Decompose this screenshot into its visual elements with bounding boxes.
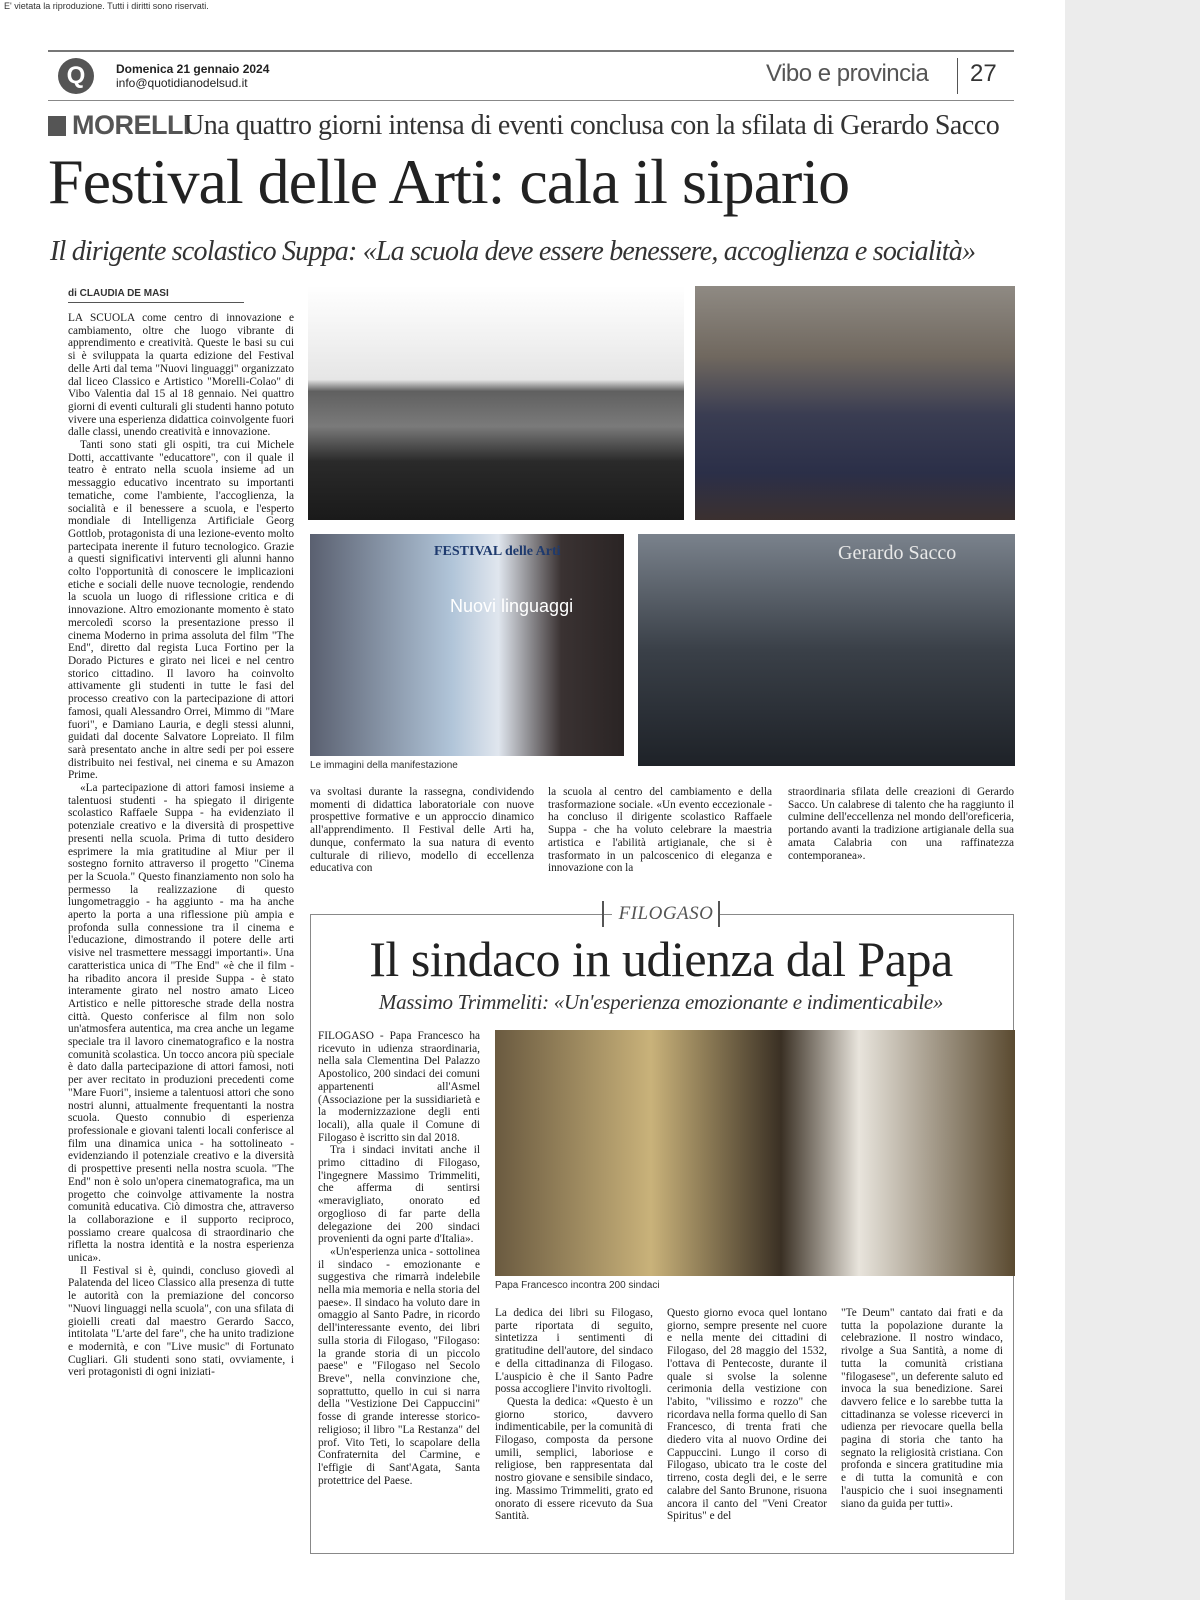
paragraph: «La partecipazione di attori famosi insieme a talentuosi studenti - ha spiegato il dirigente scolastico Raffaele Suppa - ha evidenziato il potenziale creativo e la diversità di prospettive presenti nella scuola. Prima di tutto desidero esprimere la mia gratitudine al Miur per il sostegno fornito attraverso il progetto "Cinema per la Scuola." Questo finanziamento non solo ha permesso la realizzazione di questo lungometraggio - ha aggiunto - ma ha anche aperto la porta a una riflessione più ampia e profonda sulla connessione tra il cinema e l'educazione, dimostrando il potere delle arti visive nel trasmettere messaggi importanti». Una caratteristica unica di "The End" «è che il film - ha ribadito ancora il preside Suppa - è stato interamente girato nel nostro amato Liceo Artistico e nelle pittoresche strade della nostra città. Questo conferisce al film non solo un'atmosfera autentica, ma crea anche un legame speciale tra il lavoro cinematografico e la nostra comunità scolastica. Un tocco ancora più speciale è dato dalla partecipazione di attori famosi, noti per aver recitato in produzioni precedenti come "Mare Fuori", insieme a talentuosi attori che sono nostri alunni, attualmente frequentanti la nostra scuola. Questo connubio di esperienza professionale e giovani talenti locali conferisce al film una dinamica unica - ha sottolineato - evidenziando il potenziale creativo e la diversità di prospettive presenti nella nostra scuola. "The End" non è solo un'opera cinematografica, ma un progetto che coinvolge attivamente la nostra comunità educativa. Ciò dimostra che, attraverso la collaborazione e il supporto reciproco, possiamo creare qualcosa di straordinario che rifletta la nostra identità e la nostra esperienza unica».: [68, 782, 294, 1265]
festival-photo: [310, 534, 624, 756]
article2-column-4: [841, 1307, 1003, 1547]
copyright-notice: E' vietata la riproduzione. Tutti i diritti sono riservati.: [4, 1, 209, 11]
photo-caption: Papa Francesco incontra 200 sindaci: [495, 1280, 660, 1291]
article2-column-2: [495, 1307, 653, 1547]
stage-photo: [308, 286, 684, 520]
audience-photo: [695, 286, 1015, 520]
sacco-photo: [638, 534, 1015, 766]
article-headline: Festival delle Arti: cala il sipario: [48, 146, 850, 217]
header-bottom-rule: [48, 100, 1014, 101]
article-column-4: [788, 786, 1014, 882]
article2-town-label: FILOGASO: [612, 901, 720, 927]
nuovi-linguaggi-text: Nuovi linguaggi: [450, 596, 574, 616]
label-bar-left: [602, 901, 604, 927]
paragraph: "Te Deum" cantato dai frati e da tutta la popolazione durante la celebrazione. Il nostro windaco, rivolge a Sua Santità, a nome di tutta la comunità cristiana "filogasese", un deferente saluto ed invoca la sua benedizione. Sarei davvero felice e lo sarebbe tutta la cittadinanza se volesse riceverci in udienza per rievocare quella bella pagina di storia che tanto ha segnato la religiosità cristiana. Con profonda e sincera gratitudine mia e di tutta la comunità e con l'auspicio che i suoi insegnamenti siano da guida per tutti».: [841, 1307, 1003, 1510]
page-number: 27: [970, 60, 997, 87]
article-column-1: [68, 312, 294, 1558]
paragraph: Questo giorno evoca quel lontano giorno, sempre presente nel cuore e nella mente dei cittadini di Filogaso, del 28 maggio del 1532, l'ottava di Pentecoste, durante il quale si svolse la solenne cerimonia della vestizione con l'abito, "vilissimo e rozzo" che ricordava nella forma quello di San Francesco, di trenta frati che diedero vita al nuovo Ordine dei Cappuccini. Lungo il corso di Filogaso, ubicato tra le coste del tirreno, costa degli dei, e le serre calabre del Santo Brunone, risuona ancora il canto del "Veni Creator Spiritus" e del: [667, 1307, 827, 1523]
label-bar-right: [718, 901, 720, 927]
article2-headline: Il sindaco in udienza dal Papa: [369, 931, 953, 987]
festival-sign-text: FESTIVAL delle Arti: [434, 544, 561, 559]
section-name: Vibo e provincia: [766, 60, 929, 87]
byline-rule: [68, 302, 244, 303]
article-byline: di CLAUDIA DE MASI: [68, 288, 169, 299]
article-kicker: Una quattro giorni intensa di eventi conclusa con la sfilata di Gerardo Sacco: [184, 110, 1000, 141]
sacco-screen-text: Gerardo Sacco: [838, 542, 957, 564]
article2-column-1: [318, 1030, 480, 1542]
contact-email: info@quotidianodelsud.it: [116, 76, 248, 90]
paragraph: LA SCUOLA come centro di innovazione e cambiamento, oltre che luogo vibrante di apprendimento e creatività. Queste le basi su cui si è sviluppata la quarta edizione del Festival delle Arti dal tema "Nuovi linguaggi" organizzato dal liceo Classico e Artistico "Morelli-Colao" di Vibo Valentia dal 15 al 18 gennaio. Nei quattro giorni di eventi culturali gli studenti hanno potuto vivere una esperienza didattica coinvolgente fuori dalle classi, unendo creatività e innovazione.: [68, 312, 294, 439]
photo-caption: Le immagini della manifestazione: [310, 760, 458, 771]
article-town: MORELLI: [72, 110, 190, 140]
paragraph: Tra i sindaci invitati anche il primo cittadino di Filogaso, l'ingegnere Massimo Trimmeliti, che afferma di sentirsi «meravigliato, onorato ed orgoglioso di far parte della delegazione dei 200 sindaci provenienti da ogni parte d'Italia».: [318, 1144, 480, 1246]
page-margin: [1065, 0, 1200, 1600]
article2-column-3: [667, 1307, 827, 1547]
paragraph: FILOGASO - Papa Francesco ha ricevuto in udienza straordinaria, nella sala Clementina Del Palazzo Apostolico, 200 sindaci dei comuni appartenenti all'Asmel (Associazione per la sussidiarietà e la modernizzazione degli enti locali), alla quale il Comune di Filogaso è iscritto sin dal 2018.: [318, 1030, 480, 1144]
article2-subhead: Massimo Trimmeliti: «Un'esperienza emozionante e indimenticabile»: [378, 990, 944, 1014]
paragraph: straordinaria sfilata delle creazioni di Gerardo Sacco. Un calabrese di talento che ha raggiunto il culmine dell'eccellenza nel mondo dell'oreficeria, portando avanti la tradizione artigianale della sua amata Calabria con una raffinatezza contemporanea».: [788, 786, 1014, 862]
paragraph: Tanti sono stati gli ospiti, tra cui Michele Dotti, accattivante "educattore", con il quale il teatro è entrato nella scuola insieme ad un messaggio educativo incentrato su importanti tematiche, come l'ambiente, l'accoglienza, la socialità e il benessere a scuola, e l'esperto mondiale di Intelligenza Artificiale Georg Gottlob, protagonista di una lezione-evento molto partecipata inerente il futuro tecnologico. Grazie a questi significativi interventi gli alunni hanno colto l'opportunità di conoscere le implicazioni etiche e sociali delle nuove tecnologie, rendendo la scuola un luogo di riflessione critica e di innovazione. Altro emozionante momento è stato mercoledì scorso la presentazione presso il cinema Moderno in prima assoluta del film "The End", diretto dal regista Luca Fortino per la Dorado Pictures e girato nei licei e nel centro storico cittadino. Il lavoro ha coinvolto attivamente gli studenti in tutte le fasi del processo creativo con la partecipazione di attori famosi, quali Alessandro Orrei, Mimmo di "Mare fuori", e Damiano Lauria, e degli stessi alunni, guidati dal docente Salvatore Lopreiato. Il film sarà presentato anche in altre sedi per poi essere distribuito nei festival, nei cinema e su Amazon Prime.: [68, 439, 294, 782]
paragraph: va svoltasi durante la rassegna, condividendo momenti di didattica laboratoriale con nuove prospettive formative e un approccio dinamico all'apprendimento. Il Festival delle Arti ha, dunque, confermato la sua natura di evento culturale di rilievo, modello di eccellenza educativa con: [310, 786, 534, 875]
newspaper-logo: Q: [58, 58, 94, 94]
kicker-square-icon: [48, 116, 66, 136]
article-column-2: [310, 786, 534, 882]
paragraph: Questa la dedica: «Questo è un giorno storico, davvero indimenticabile, per la comunità di Filogaso, composta da persone umili, semplici, laboriose e religiose, ben rappresentata dal nostro giovane e sensibile sindaco, ing. Massimo Trimmeliti, grato ed onorato di essere ricevuto da Sua Santità.: [495, 1395, 653, 1523]
header-rule: [48, 50, 1014, 52]
paragraph: «Un'esperienza unica - sottolinea il sindaco - emozionante e suggestiva che rimarrà indelebile nella mia memoria e nella storia del paese». Il sindaco ha voluto dare in omaggio al Santo Padre, in ricordo dell'interessante evento, dei libri sulla storia di Filogaso, "Filogaso: la grande storia di un piccolo paese" e "Filogaso nel Secolo Breve", nella convinzione che, soprattutto, quello in cui si narra della "Vestizione Dei Cappuccini" fosse di grande interesse storico-religioso; il libro "La Restanza" del prof. Vito Teti, lo scapolare della Confraternita del Carmine, e l'effigie di Sant'Agata, Santa protettrice del Paese.: [318, 1245, 480, 1487]
paragraph: La dedica dei libri su Filogaso, parte riportata di seguito, sintetizza i sentimenti di gratitudine dell'autore, del sindaco e della cittadinanza di Filogaso. L'auspicio è che il Santo Padre possa accogliere l'invito rivoltogli.: [495, 1307, 653, 1396]
paragraph: la scuola al centro del cambiamento e della trasformazione sociale. «Un evento eccezionale - ha concluso il dirigente scolastico Raffaele Suppa - che ha voluto celebrare la maestria artistica e l'abilità artigianale, che si è trasformato in un palcoscenico di eleganza e innovazione con la: [548, 786, 772, 875]
issue-date: Domenica 21 gennaio 2024: [116, 62, 270, 76]
pope-audience-photo: [495, 1030, 1015, 1276]
article-subhead: Il dirigente scolastico Suppa: «La scuola deve essere benessere, accoglienza e socialità»: [50, 236, 976, 267]
article-column-3: [548, 786, 772, 882]
paragraph: Il Festival si è, quindi, concluso giovedì al Palatenda del liceo Classico alla presenza di tutte le autorità con la premiazione del concorso "Nuovi linguaggi nella scuola", con una sfilata di gioielli creati dal maestro Gerardo Sacco, intitolata "L'arte del fare", che ha unito tradizione e modernità, e con "Live music" di Fortunato Cugliari. Gli studenti sono stati, ovviamente, i veri protagonisti di ogni iniziati-: [68, 1264, 294, 1379]
header-divider: [957, 58, 958, 94]
